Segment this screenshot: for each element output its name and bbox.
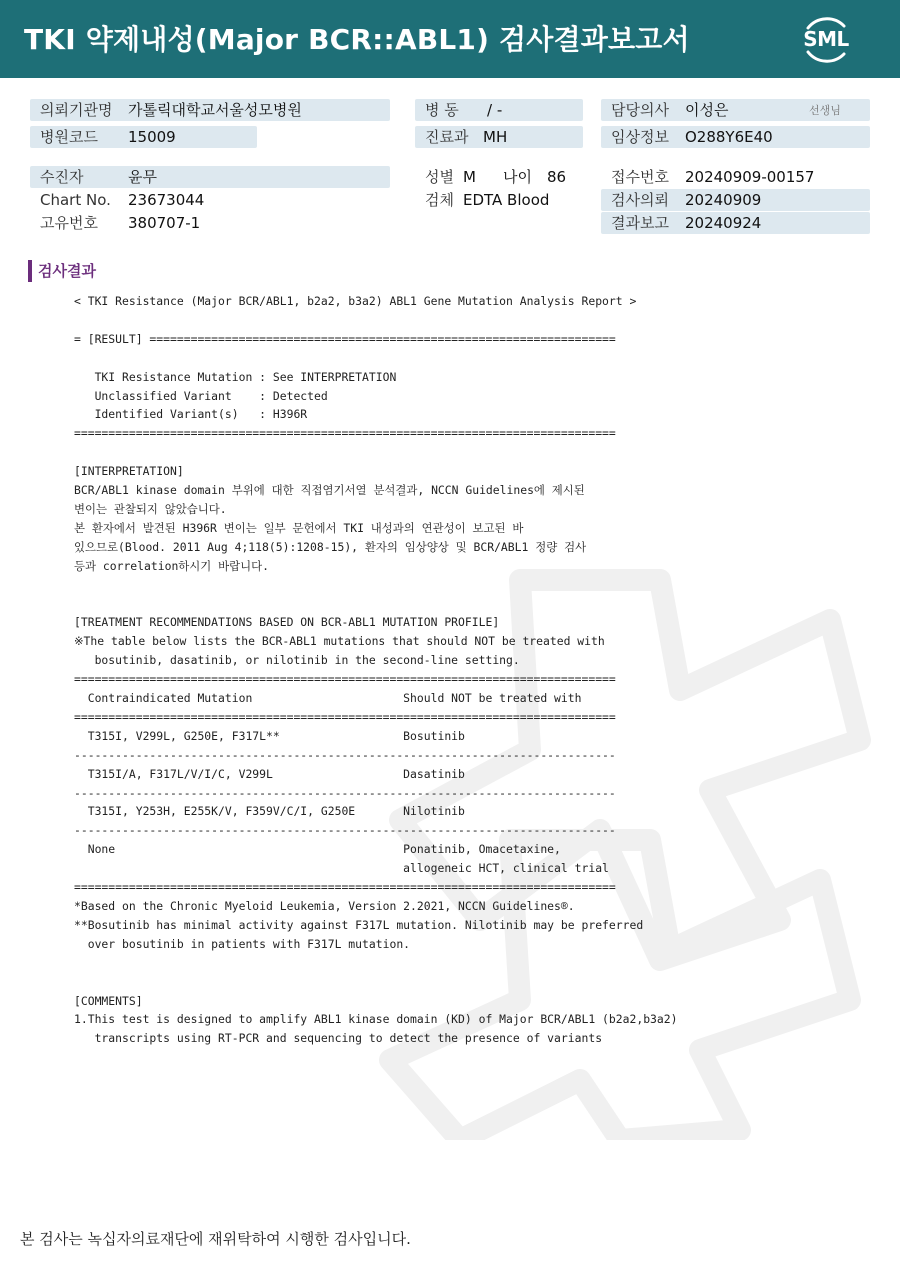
- report-line: ===============================================================================: [74, 880, 616, 895]
- report-line: Contraindicated Mutation Should NOT be treated with: [74, 691, 582, 706]
- receipt-field: [601, 166, 870, 188]
- dept-value: MH: [483, 128, 508, 146]
- chart-value: 23673044: [128, 191, 205, 209]
- specimen-label: 검체: [425, 191, 454, 209]
- ward-field: [415, 99, 583, 121]
- report-line: bosutinib, dasatinib, or nilotinib in the second-line setting.: [74, 653, 520, 668]
- institution-label: 의뢰기관명: [40, 101, 113, 119]
- report-title: TKI 약제내성(Major BCR::ABL1) 검사결과보고서: [24, 23, 690, 56]
- ward-label: 병 동: [425, 101, 459, 119]
- report-line: 변이는 관찰되지 않았습니다.: [74, 501, 227, 516]
- clinical-value: O288Y6E40: [685, 128, 773, 146]
- report-value: 20240924: [685, 214, 762, 232]
- dept-label: 진료과: [425, 128, 469, 146]
- report-line: transcripts using RT-PCR and sequencing to detect the presence of variants: [74, 1031, 603, 1046]
- report-line: [TREATMENT RECOMMENDATIONS BASED ON BCR-ABL1 MUTATION PROFILE]: [74, 615, 500, 630]
- report-line: allogeneic HCT, clinical trial: [74, 861, 609, 876]
- uid-value: 380707-1: [128, 214, 201, 232]
- ward-value: / -: [487, 101, 503, 119]
- report-line: 1.This test is designed to amplify ABL1 kinase domain (KD) of Major BCR/ABL1 (b2a2,b3a2): [74, 1012, 678, 1027]
- request-label: 검사의뢰: [611, 191, 669, 209]
- institution-value: 가톨릭대학교서울성모병원: [128, 101, 302, 119]
- report-line: **Bosutinib has minimal activity against F317L mutation. Nilotinib may be preferred: [74, 917, 644, 932]
- report-line: ※The table below lists the BCR-ABL1 mutations that should NOT be treated with: [74, 634, 605, 649]
- code-value: 15009: [128, 128, 176, 146]
- section-title: 검사결과: [28, 260, 96, 282]
- report-line: < TKI Resistance (Major BCR/ABL1, b2a2, b3a2) ABL1 Gene Mutation Analysis Report >: [74, 294, 637, 308]
- report-line: None Ponatinib, Omacetaxine,: [74, 842, 561, 857]
- patient-field: [30, 166, 390, 188]
- report-line: ===============================================================================: [74, 709, 616, 724]
- sex-label: 성별: [425, 168, 454, 186]
- report-line: -------------------------------------------------------------------------------: [74, 785, 616, 800]
- unique-id-field: [30, 212, 390, 234]
- receipt-value: 20240909-00157: [685, 168, 815, 186]
- report-line: [COMMENTS]: [74, 993, 143, 1008]
- report-line: over bosutinib in patients with F317L mutation.: [74, 936, 411, 951]
- report-label: 결과보고: [611, 214, 669, 232]
- doctor-label: 담당의사: [611, 101, 669, 119]
- patient-label: 수진자: [40, 168, 84, 186]
- report-line: [INTERPRETATION]: [74, 464, 184, 479]
- logo-text: SML: [803, 27, 849, 51]
- report-line: T315I/A, F317L/V/I/C, V299L Dasatinib: [74, 766, 465, 781]
- institution-field: [30, 99, 390, 121]
- report-line: = [RESULT] ====================================================================: [74, 331, 616, 346]
- uid-label: 고유번호: [40, 214, 98, 232]
- report-line: T315I, Y253H, E255K/V, F359V/C/I, G250E Nilotinib: [74, 804, 465, 819]
- age-value: 86: [547, 168, 567, 186]
- report-line: 있으므로(Blood. 2011 Aug 4;118(5):1208-15), 환자의 임상양상 및 BCR/ABL1 정량 검사: [74, 539, 587, 554]
- report-line: 본 환자에서 발견된 H396R 변이는 일부 문헌에서 TKI 내성과의 연관성이 보고된 바: [74, 520, 524, 535]
- report-body: [74, 292, 678, 1048]
- dept-field: [415, 126, 583, 148]
- report-line: 등과 correlation하시기 바랍니다.: [74, 558, 270, 573]
- receipt-label: 접수번호: [611, 168, 669, 186]
- clinical-info-field: [601, 126, 870, 148]
- chart-no-field: [30, 189, 390, 211]
- report-line: TKI Resistance Mutation : See INTERPRETATION: [74, 369, 397, 384]
- specimen-field: [415, 189, 583, 211]
- sex-age-field: [415, 166, 583, 188]
- report-line: -------------------------------------------------------------------------------: [74, 823, 616, 838]
- report-line: -------------------------------------------------------------------------------: [74, 747, 616, 762]
- report-line: ===============================================================================: [74, 426, 616, 441]
- specimen-value: EDTA Blood: [463, 191, 550, 209]
- report-line: Unclassified Variant : Detected: [74, 388, 328, 403]
- hospital-code-field: [30, 126, 257, 148]
- doctor-field: [601, 99, 870, 121]
- sex-value: M: [463, 168, 476, 186]
- report-line: Identified Variant(s) : H396R: [74, 407, 308, 422]
- sml-logo: [796, 10, 856, 70]
- report-date-field: [601, 212, 870, 234]
- code-label: 병원코드: [40, 128, 98, 146]
- report-line: BCR/ABL1 kinase domain 부위에 대한 직접염기서열 분석결과, NCCN Guidelines에 제시된: [74, 483, 585, 498]
- doctor-suffix: 선생님: [809, 104, 841, 117]
- request-value: 20240909: [685, 191, 762, 209]
- footer-note: 본 검사는 녹십자의료재단에 재위탁하여 시행한 검사입니다.: [20, 1230, 411, 1248]
- report-header: [0, 0, 900, 78]
- clinical-label: 임상정보: [611, 128, 669, 146]
- patient-value: 윤무: [128, 168, 157, 186]
- doctor-value: 이성은: [685, 101, 729, 119]
- report-line: T315I, V299L, G250E, F317L** Bosutinib: [74, 728, 465, 743]
- report-line: ===============================================================================: [74, 672, 616, 687]
- report-line: *Based on the Chronic Myeloid Leukemia, Version 2.2021, NCCN Guidelines®.: [74, 899, 575, 913]
- request-date-field: [601, 189, 870, 211]
- chart-label: Chart No.: [40, 191, 111, 209]
- age-label: 나이: [503, 168, 532, 186]
